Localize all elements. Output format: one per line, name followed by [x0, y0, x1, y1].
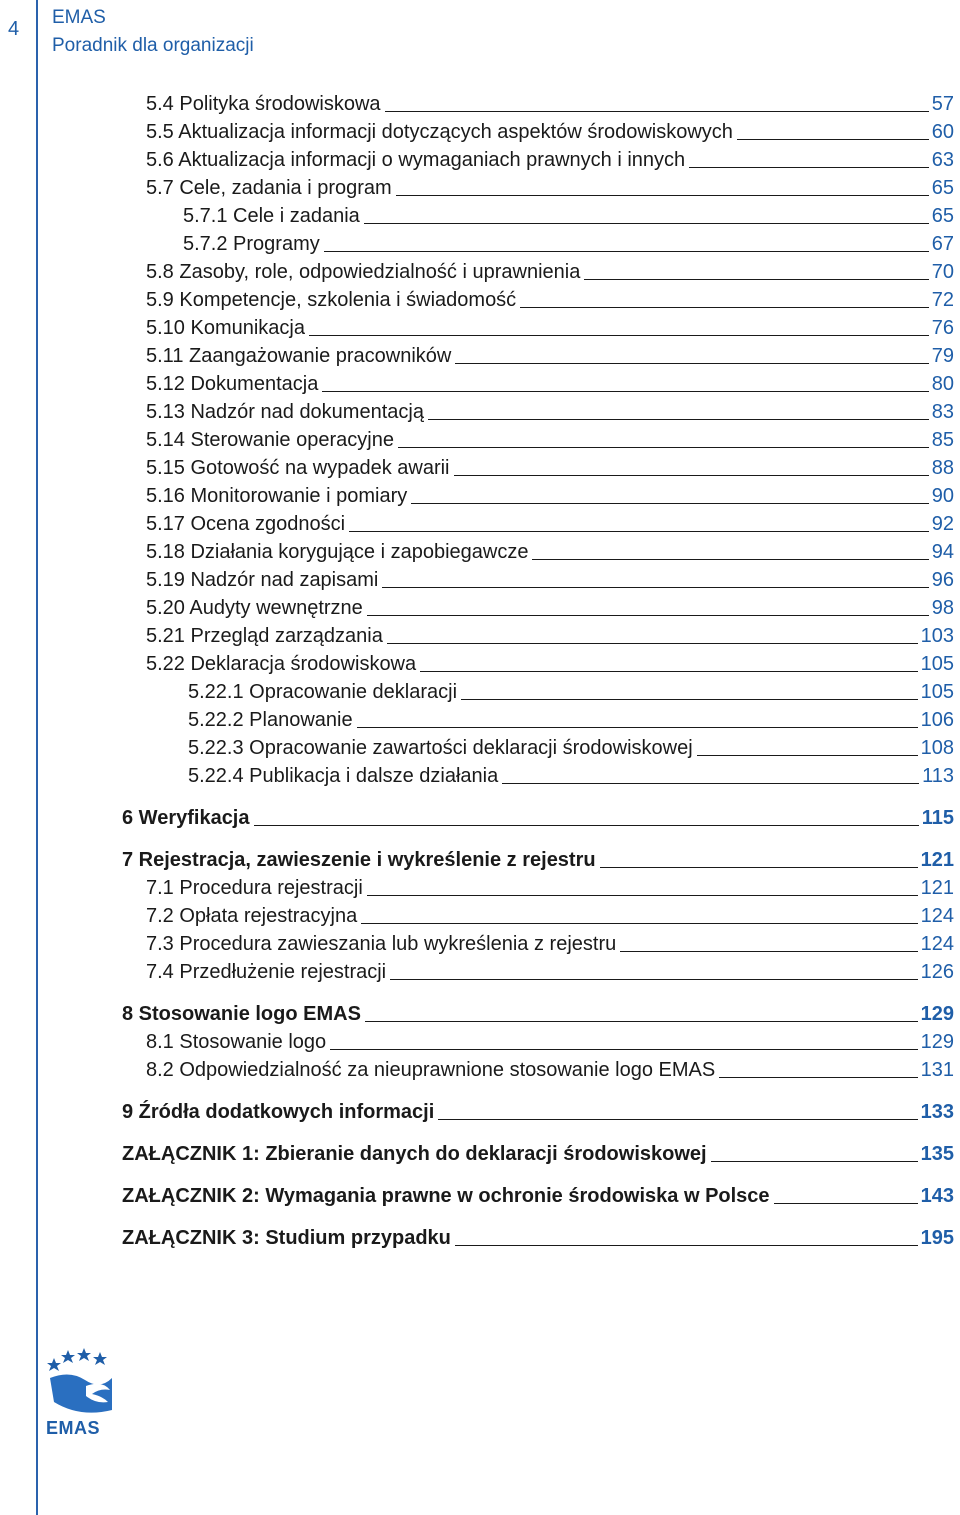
toc-entry-page: 85	[931, 429, 954, 451]
toc-leader-line	[689, 167, 929, 168]
toc-entry[interactable]	[146, 1056, 954, 1084]
toc-entry[interactable]	[122, 1098, 954, 1126]
toc-entry-label: 5.7.1 Cele i zadania	[183, 205, 360, 227]
toc-leader-line	[396, 195, 929, 196]
toc-leader-line	[455, 1245, 918, 1246]
toc-entry-label: 5.4 Polityka środowiskowa	[146, 93, 381, 115]
toc-entry-label: 5.6 Aktualizacja informacji o wymaganiach prawnych i innych	[146, 149, 686, 171]
toc-leader-line	[455, 363, 928, 364]
toc-entry[interactable]	[146, 146, 954, 174]
toc-entry[interactable]	[146, 566, 954, 594]
toc-entry-page: 92	[931, 513, 954, 535]
toc-entry-page: 60	[931, 121, 954, 143]
toc-entry[interactable]	[188, 678, 954, 706]
toc-entry-label: 5.7.2 Programy	[183, 233, 320, 255]
toc-entry-label: 5.22.1 Opracowanie deklaracji	[188, 681, 458, 703]
toc-entry-page: 115	[921, 807, 954, 829]
toc-entry[interactable]	[183, 202, 954, 230]
toc-entry-page: 121	[920, 877, 954, 899]
toc-entry-label: 5.12 Dokumentacja	[146, 373, 319, 395]
toc-leader-line	[411, 503, 929, 504]
toc-entry-page: 57	[931, 93, 954, 115]
toc-leader-line	[697, 755, 918, 756]
toc-entry[interactable]	[146, 1028, 954, 1056]
toc-entry-page: 124	[920, 905, 954, 927]
star-icons	[47, 1348, 107, 1371]
toc-entry[interactable]	[146, 90, 954, 118]
toc-entry-page: 143	[920, 1185, 954, 1207]
toc-leader-line	[719, 1077, 917, 1078]
toc-entry[interactable]	[146, 314, 954, 342]
toc-leader-line	[428, 419, 929, 420]
toc-entry-page: 121	[920, 849, 954, 871]
header-title: EMAS	[52, 7, 106, 28]
toc-entry-label: 6 Weryfikacja	[122, 807, 250, 829]
toc-leader-line	[365, 1021, 918, 1022]
toc-entry[interactable]	[146, 258, 954, 286]
toc-entry-page: 135	[920, 1143, 954, 1165]
toc-entry-page: 131	[920, 1059, 954, 1081]
toc-entry[interactable]	[122, 804, 954, 832]
toc-entry-label: 5.22 Deklaracja środowiskowa	[146, 653, 417, 675]
toc-leader-line	[361, 923, 917, 924]
toc-entry[interactable]	[122, 1000, 954, 1028]
toc-leader-line	[357, 727, 918, 728]
toc-entry-label: 8.2 Odpowiedzialność za nieuprawnione stosowanie logo EMAS	[146, 1059, 716, 1081]
toc-entry-page: 83	[931, 401, 954, 423]
toc-entry-page: 63	[931, 149, 954, 171]
toc-entry-label: 7.2 Opłata rejestracyjna	[146, 905, 358, 927]
toc-entry[interactable]	[146, 286, 954, 314]
toc-leader-line	[398, 447, 929, 448]
toc-leader-line	[390, 979, 918, 980]
toc-leader-line	[711, 1161, 918, 1162]
toc-entry[interactable]	[146, 426, 954, 454]
toc-entry-page: 133	[920, 1101, 954, 1123]
toc-entry-page: 90	[931, 485, 954, 507]
toc-entry[interactable]	[146, 118, 954, 146]
toc-entry[interactable]	[146, 958, 954, 986]
toc-entry-page: 65	[931, 205, 954, 227]
toc-leader-line	[387, 643, 918, 644]
toc-entry-page: 94	[931, 541, 954, 563]
toc-entry[interactable]	[122, 1182, 954, 1210]
toc-leader-line	[349, 531, 929, 532]
toc-leader-line	[367, 895, 918, 896]
toc-leader-line	[324, 251, 929, 252]
toc-entry-label: 5.22.3 Opracowanie zawartości deklaracji środowiskowej	[188, 737, 693, 759]
toc-entry[interactable]	[188, 762, 954, 790]
toc-leader-line	[600, 867, 918, 868]
toc-entry-label: 7.4 Przedłużenie rejestracji	[146, 961, 387, 983]
toc-entry-label: 5.20 Audyty wewnętrzne	[146, 597, 363, 619]
toc-leader-line	[532, 559, 928, 560]
toc-leader-line	[254, 825, 919, 826]
toc-entry-page: 129	[920, 1003, 954, 1025]
toc-entry-label: 8.1 Stosowanie logo	[146, 1031, 327, 1053]
toc-entry-page: 98	[931, 597, 954, 619]
toc-leader-line	[309, 335, 929, 336]
toc-entry-label: ZAŁĄCZNIK 3: Studium przypadku	[122, 1227, 451, 1249]
toc-leader-line	[322, 391, 928, 392]
toc-entry-label: ZAŁĄCZNIK 2: Wymagania prawne w ochronie środowiska w Polsce	[122, 1185, 770, 1207]
toc-leader-line	[737, 139, 929, 140]
toc-leader-line	[330, 1049, 917, 1050]
toc-entry-page: 103	[920, 625, 954, 647]
toc-leader-line	[620, 951, 917, 952]
toc-entry-page: 195	[920, 1227, 954, 1249]
wave-icon	[50, 1374, 112, 1412]
toc-entry-label: 5.9 Kompetencje, szkolenia i świadomość	[146, 289, 517, 311]
toc-leader-line	[364, 223, 929, 224]
toc-entry-label: 5.10 Komunikacja	[146, 317, 305, 339]
toc-entry-page: 65	[931, 177, 954, 199]
toc-entry-label: 5.17 Ocena zgodności	[146, 513, 346, 535]
toc-entry-page: 108	[920, 737, 954, 759]
toc-leader-line	[584, 279, 928, 280]
toc-entry[interactable]	[146, 174, 954, 202]
page-number: 4	[8, 18, 20, 40]
running-header	[52, 4, 254, 60]
toc-leader-line	[461, 699, 918, 700]
toc-leader-line	[454, 475, 929, 476]
toc-entry[interactable]	[146, 902, 954, 930]
toc-entry-label: 7 Rejestracja, zawieszenie i wykreślenie z rejestru	[122, 849, 596, 871]
toc-entry-label: 9 Źródła dodatkowych informacji	[122, 1101, 435, 1123]
toc-leader-line	[520, 307, 929, 308]
toc-entry[interactable]	[146, 930, 954, 958]
toc-entry-page: 105	[920, 653, 954, 675]
toc-entry-page: 106	[920, 709, 954, 731]
toc-entry[interactable]	[146, 342, 954, 370]
toc-entry-label: ZAŁĄCZNIK 1: Zbieranie danych do deklaracji środowiskowej	[122, 1143, 707, 1165]
toc-entry-label: 8 Stosowanie logo EMAS	[122, 1003, 361, 1025]
toc-entry[interactable]	[146, 398, 954, 426]
toc-entry-label: 5.13 Nadzór nad dokumentacją	[146, 401, 424, 423]
toc-entry-label: 7.3 Procedura zawieszania lub wykreślenia z rejestru	[146, 933, 617, 955]
toc-entry-label: 5.5 Aktualizacja informacji dotyczących aspektów środowiskowych	[146, 121, 733, 143]
toc-entry[interactable]	[188, 706, 954, 734]
toc-entry-page: 88	[931, 457, 954, 479]
toc-entry-label: 7.1 Procedura rejestracji	[146, 877, 363, 899]
toc-leader-line	[420, 671, 917, 672]
toc-entry-label: 5.7 Cele, zadania i program	[146, 177, 392, 199]
toc-entry[interactable]	[188, 734, 954, 762]
toc-leader-line	[438, 1119, 917, 1120]
toc-entry[interactable]	[122, 846, 954, 874]
toc-entry[interactable]	[146, 650, 954, 678]
toc-entry[interactable]	[146, 510, 954, 538]
header-divider	[36, 0, 38, 1515]
toc-entry-page: 126	[920, 961, 954, 983]
toc-entry-label: 5.8 Zasoby, role, odpowiedzialność i uprawnienia	[146, 261, 581, 283]
toc-entry-page: 129	[920, 1031, 954, 1053]
toc-entry[interactable]	[146, 622, 954, 650]
toc-leader-line	[385, 111, 929, 112]
toc-entry-page: 105	[920, 681, 954, 703]
toc-entry[interactable]	[146, 538, 954, 566]
toc-entry-label: 5.11 Zaangażowanie pracowników	[146, 345, 452, 367]
toc-entry-label: 5.15 Gotowość na wypadek awarii	[146, 457, 450, 479]
toc-leader-line	[502, 783, 919, 784]
toc-entry-page: 67	[931, 233, 954, 255]
toc-entry-page: 79	[931, 345, 954, 367]
toc-entry-page: 70	[931, 261, 954, 283]
toc-entry-label: 5.22.4 Publikacja i dalsze działania	[188, 765, 499, 787]
toc-entry-label: 5.18 Działania korygujące i zapobiegawcze	[146, 541, 529, 563]
toc-entry[interactable]	[146, 594, 954, 622]
toc-entry[interactable]	[146, 482, 954, 510]
toc-entry-page: 113	[922, 765, 954, 787]
toc-leader-line	[774, 1203, 918, 1204]
toc-entry-label: 5.14 Sterowanie operacyjne	[146, 429, 394, 451]
toc-entry-page: 72	[931, 289, 954, 311]
toc-entry-page: 96	[931, 569, 954, 591]
toc-entry-page: 76	[931, 317, 954, 339]
toc-entry-label: 5.19 Nadzór nad zapisami	[146, 569, 379, 591]
toc-entry-label: 5.16 Monitorowanie i pomiary	[146, 485, 408, 507]
toc-entry[interactable]	[122, 1140, 954, 1168]
header-subtitle: Poradnik dla organizacji	[52, 35, 254, 56]
toc-entry-label: 5.21 Przegląd zarządzania	[146, 625, 383, 647]
toc-entry-page: 124	[920, 933, 954, 955]
toc-leader-line	[382, 587, 928, 588]
logo-text: EMAS	[46, 1418, 101, 1438]
toc-entry[interactable]	[183, 230, 954, 258]
toc-entry[interactable]	[122, 1224, 954, 1252]
toc-entry[interactable]	[146, 874, 954, 902]
toc-entry[interactable]	[146, 370, 954, 398]
toc-entry-label: 5.22.2 Planowanie	[188, 709, 353, 731]
toc-leader-line	[367, 615, 929, 616]
toc-entry-page: 80	[931, 373, 954, 395]
toc-entry[interactable]	[146, 454, 954, 482]
